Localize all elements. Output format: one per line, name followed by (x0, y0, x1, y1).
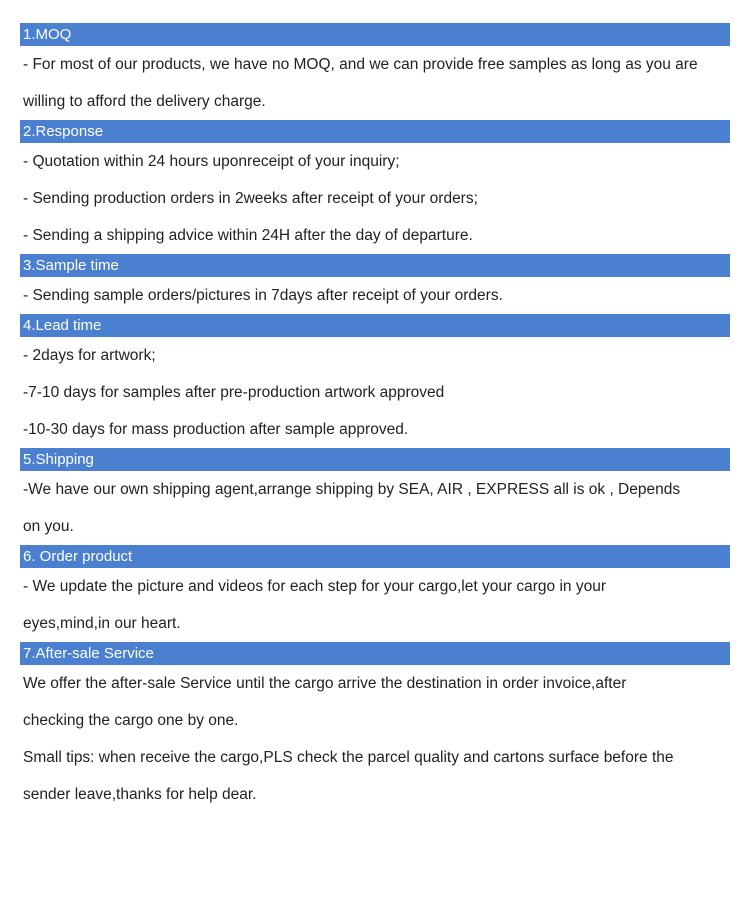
text-line: - We update the picture and videos for each step for your cargo,let your cargo in your (23, 578, 607, 595)
section-moq (20, 23, 730, 120)
section-header-after-sale-service: 7.After-sale Service (20, 642, 730, 665)
text-line: - Sending sample orders/pictures in 7days after receipt of your orders. (23, 287, 503, 304)
section-after-sale-service (20, 642, 730, 813)
section-body-shipping (20, 471, 730, 545)
section-response (20, 120, 730, 254)
section-header-moq: 1.MOQ (20, 23, 730, 46)
text-line: Small tips: when receive the cargo,PLS check the parcel quality and cartons surface before the (23, 749, 674, 766)
text-line: checking the cargo one by one. (23, 712, 239, 729)
text-line: -We have our own shipping agent,arrange shipping by SEA, AIR , EXPRESS all is ok , Depends (23, 481, 681, 498)
text-line: We offer the after-sale Service until the cargo arrive the destination in order invoice,after (23, 675, 627, 692)
text-line: - Sending production orders in 2weeks after receipt of your orders; (23, 190, 478, 207)
section-header-response: 2.Response (20, 120, 730, 143)
text-line: - Quotation within 24 hours uponreceipt of your inquiry; (23, 153, 400, 170)
service-info-document (20, 23, 730, 813)
text-line: - Sending a shipping advice within 24H after the day of departure. (23, 227, 473, 244)
section-header-order-product: 6. Order product (20, 545, 730, 568)
text-line: - 2days for artwork; (23, 347, 156, 364)
section-body-after-sale-service (20, 665, 730, 813)
text-line: eyes,mind,in our heart. (23, 615, 181, 632)
text-line: -10-30 days for mass production after sample approved. (23, 421, 409, 438)
section-order-product (20, 545, 730, 642)
section-header-shipping: 5.Shipping (20, 448, 730, 471)
text-line: willing to afford the delivery charge. (23, 93, 266, 110)
section-body-sample-time (20, 277, 730, 314)
section-body-order-product (20, 568, 730, 642)
text-line: sender leave,thanks for help dear. (23, 786, 257, 803)
section-lead-time (20, 314, 730, 448)
section-body-response (20, 143, 730, 254)
section-body-moq (20, 46, 730, 120)
text-line: -7-10 days for samples after pre-production artwork approved (23, 384, 445, 401)
section-shipping (20, 448, 730, 545)
text-line: - For most of our products, we have no MOQ, and we can provide free samples as long as you are (23, 56, 698, 73)
text-line: on you. (23, 518, 74, 535)
section-sample-time (20, 254, 730, 314)
section-body-lead-time (20, 337, 730, 448)
section-header-lead-time: 4.Lead time (20, 314, 730, 337)
section-header-sample-time: 3.Sample time (20, 254, 730, 277)
